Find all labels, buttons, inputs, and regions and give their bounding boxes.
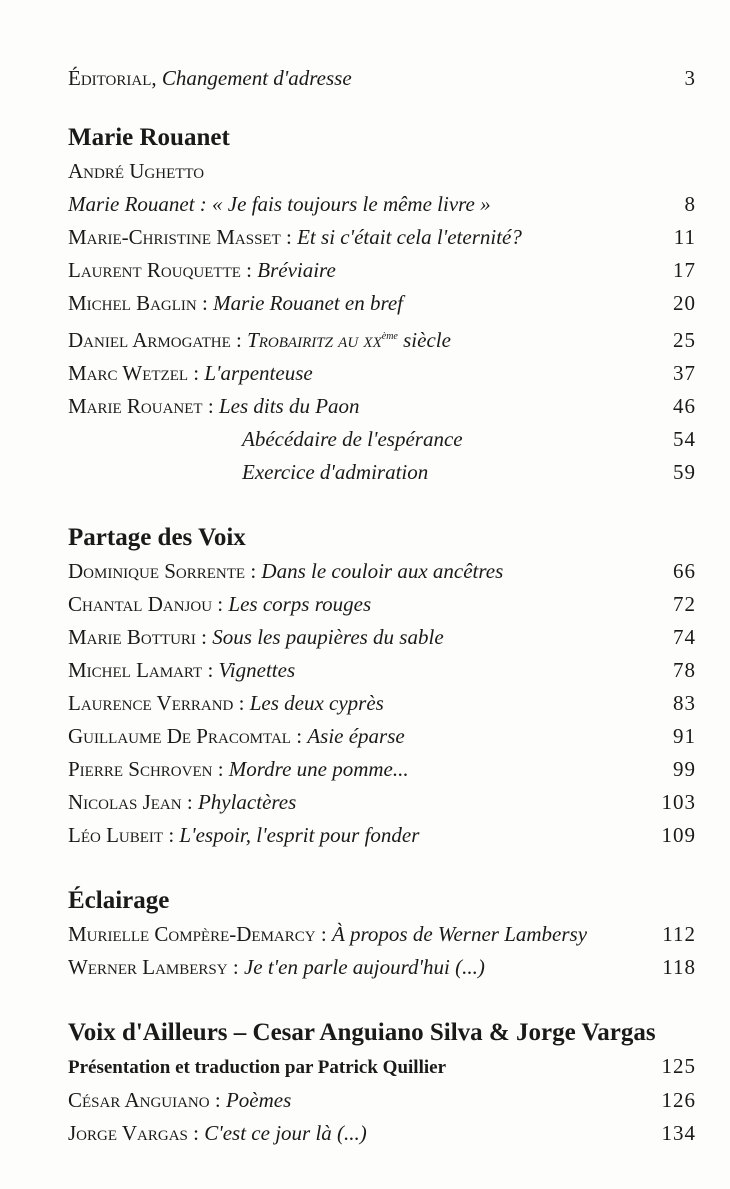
author-name: Marc Wetzel [68,361,189,385]
entry-title: Marie Rouanet en bref [213,291,404,315]
page-number: 17 [673,258,696,282]
presentation-line: Présentation et traduction par Patrick Quillier [68,1057,447,1078]
entry-title: Je t'en parle aujourd'hui (...) [243,955,485,979]
page-number: 134 [661,1121,696,1145]
author-name: Guillaume De Pracomtal [68,724,291,748]
page-number: 118 [662,955,696,979]
author-name: Marie Rouanet [68,394,203,418]
entry-title: Asie éparse [307,724,405,748]
author-name: Marie Botturi [68,625,196,649]
section-gap [68,852,696,884]
entry-title: C'est ce jour là (...) [204,1121,367,1145]
toc-entry [68,155,696,188]
entry-title: Marie Rouanet : « Je fais toujours le même livre » [68,192,491,216]
page-number: 109 [661,823,696,847]
entry-title: Abécédaire de l'espérance [242,427,463,451]
toc-entry: Marie Botturi : Sous les paupières du sable 74 [68,621,696,654]
entry-title: Bréviaire [257,258,336,282]
author-name: Nicolas Jean [68,790,182,814]
entry-title: Phylactères [197,790,297,814]
author-name: Michel Baglin [68,291,197,315]
author-name: Léo Lubeit [68,823,164,847]
section-title: Marie Rouanet [68,124,230,151]
entry-title: Les deux cyprès [249,691,384,715]
page-number: 125 [661,1054,696,1078]
toc-entry: Marc Wetzel : L'arpenteuse 37 [68,357,696,390]
page-number: 3 [684,66,696,90]
toc-entry [68,1050,696,1084]
toc-entry: Murielle Compère-Demarcy : À propos de Werner Lambersy 112 [68,918,696,951]
entry-title: Les dits du Paon [218,394,360,418]
entry-title: Poèmes [225,1088,292,1112]
entry-title: Vignettes [218,658,296,682]
author-name: Murielle Compère-Demarcy [68,922,316,946]
entry-title: Dans le couloir aux ancêtres [261,559,504,583]
page-number: 72 [673,592,696,616]
toc-entry: Léo Lubeit : L'espoir, l'esprit pour fonder 109 [68,819,696,852]
toc-entry: Jorge Vargas : C'est ce jour là (...) 134 [68,1117,696,1150]
toc-entry-editorial: Éditorial, Changement d'adresse 3 [68,62,696,95]
page-number: 99 [673,757,696,781]
page-number: 66 [673,559,696,583]
toc-entry: Chantal Danjou : Les corps rouges 72 [68,588,696,621]
toc-entry: César Anguiano : Poèmes 126 [68,1084,696,1117]
author-name: Daniel Armogathe [68,328,231,352]
toc-entry: Nicolas Jean : Phylactères 103 [68,786,696,819]
toc-entry: Marie-Christine Masset : Et si c'était cela l'eternité? 11 [68,221,696,254]
editorial-label: Éditorial [68,66,152,90]
page-number: 112 [662,922,696,946]
toc-entry: Daniel Armogathe : Trobairitz au $xx^{ème}$ siècle 25 [68,320,696,357]
toc-entry [68,423,696,456]
toc-entry [68,456,696,489]
section-gap [68,984,696,1016]
author-name: Chantal Danjou [68,592,213,616]
entry-title: Les corps rouges [228,592,372,616]
author-name: Pierre Schroven [68,757,213,781]
page-number: 59 [673,460,696,484]
page-number: 20 [673,291,696,315]
toc-entry [68,188,696,221]
toc-entry: Laurent Rouquette : Bréviaire 17 [68,254,696,287]
toc-entry: Pierre Schroven : Mordre une pomme... 99 [68,753,696,786]
page-number: 11 [673,225,696,249]
page-number: 37 [673,361,696,385]
page-number: 103 [661,790,696,814]
section-title: Partage des Voix [68,524,246,551]
entry-title: Sous les paupières du sable [212,625,444,649]
entry-title: Et si c'était cela l'eternité? [297,225,522,249]
page-number: 54 [673,427,696,451]
page-number: 78 [673,658,696,682]
entry-title: Mordre une pomme... [228,757,409,781]
author-name: Marie-Christine Masset [68,225,281,249]
entry-title: L'arpenteuse [204,361,313,385]
author-name: Laurence Verrand [68,691,234,715]
author-name: Jorge Vargas [68,1121,188,1145]
author-name: Dominique Sorrente [68,559,246,583]
page-number: 126 [661,1088,696,1112]
toc-entry: Dominique Sorrente : Dans le couloir aux ancêtres 66 [68,555,696,588]
toc-entry: Michel Baglin : Marie Rouanet en bref 20 [68,287,696,320]
entry-title: L'espoir, l'esprit pour fonder [179,823,420,847]
entry-title: Trobairitz au $xx^{ème}$ siècle [247,328,451,352]
author-name: Werner Lambersy [68,955,228,979]
section-title: Voix d'Ailleurs – Cesar Anguiano Silva & Jorge Vargas [68,1019,656,1046]
toc-entry: Guillaume De Pracomtal : Asie éparse 91 [68,720,696,753]
page-number: 8 [684,192,696,216]
section-title: Éclairage [68,887,170,914]
editorial-title: Changement d'adresse [161,66,352,90]
page-number: 83 [673,691,696,715]
author-name: César Anguiano [68,1088,210,1112]
toc-entry: Marie Rouanet : Les dits du Paon 46 [68,390,696,423]
section-gap [68,489,696,521]
toc-entry: Laurence Verrand : Les deux cyprès 83 [68,687,696,720]
page-number: 46 [673,394,696,418]
author-name: André Ughetto [68,159,205,183]
author-name: Michel Lamart [68,658,203,682]
page-number: 74 [673,625,696,649]
author-name: Laurent Rouquette [68,258,241,282]
toc-entry: Werner Lambersy : Je t'en parle aujourd'hui (...) 118 [68,951,696,984]
toc-entry: Michel Lamart : Vignettes 78 [68,654,696,687]
page-number: 25 [673,328,696,352]
entry-title: À propos de Werner Lambersy [331,922,588,946]
page-number: 91 [673,724,696,748]
entry-title: Exercice d'admiration [242,460,429,484]
